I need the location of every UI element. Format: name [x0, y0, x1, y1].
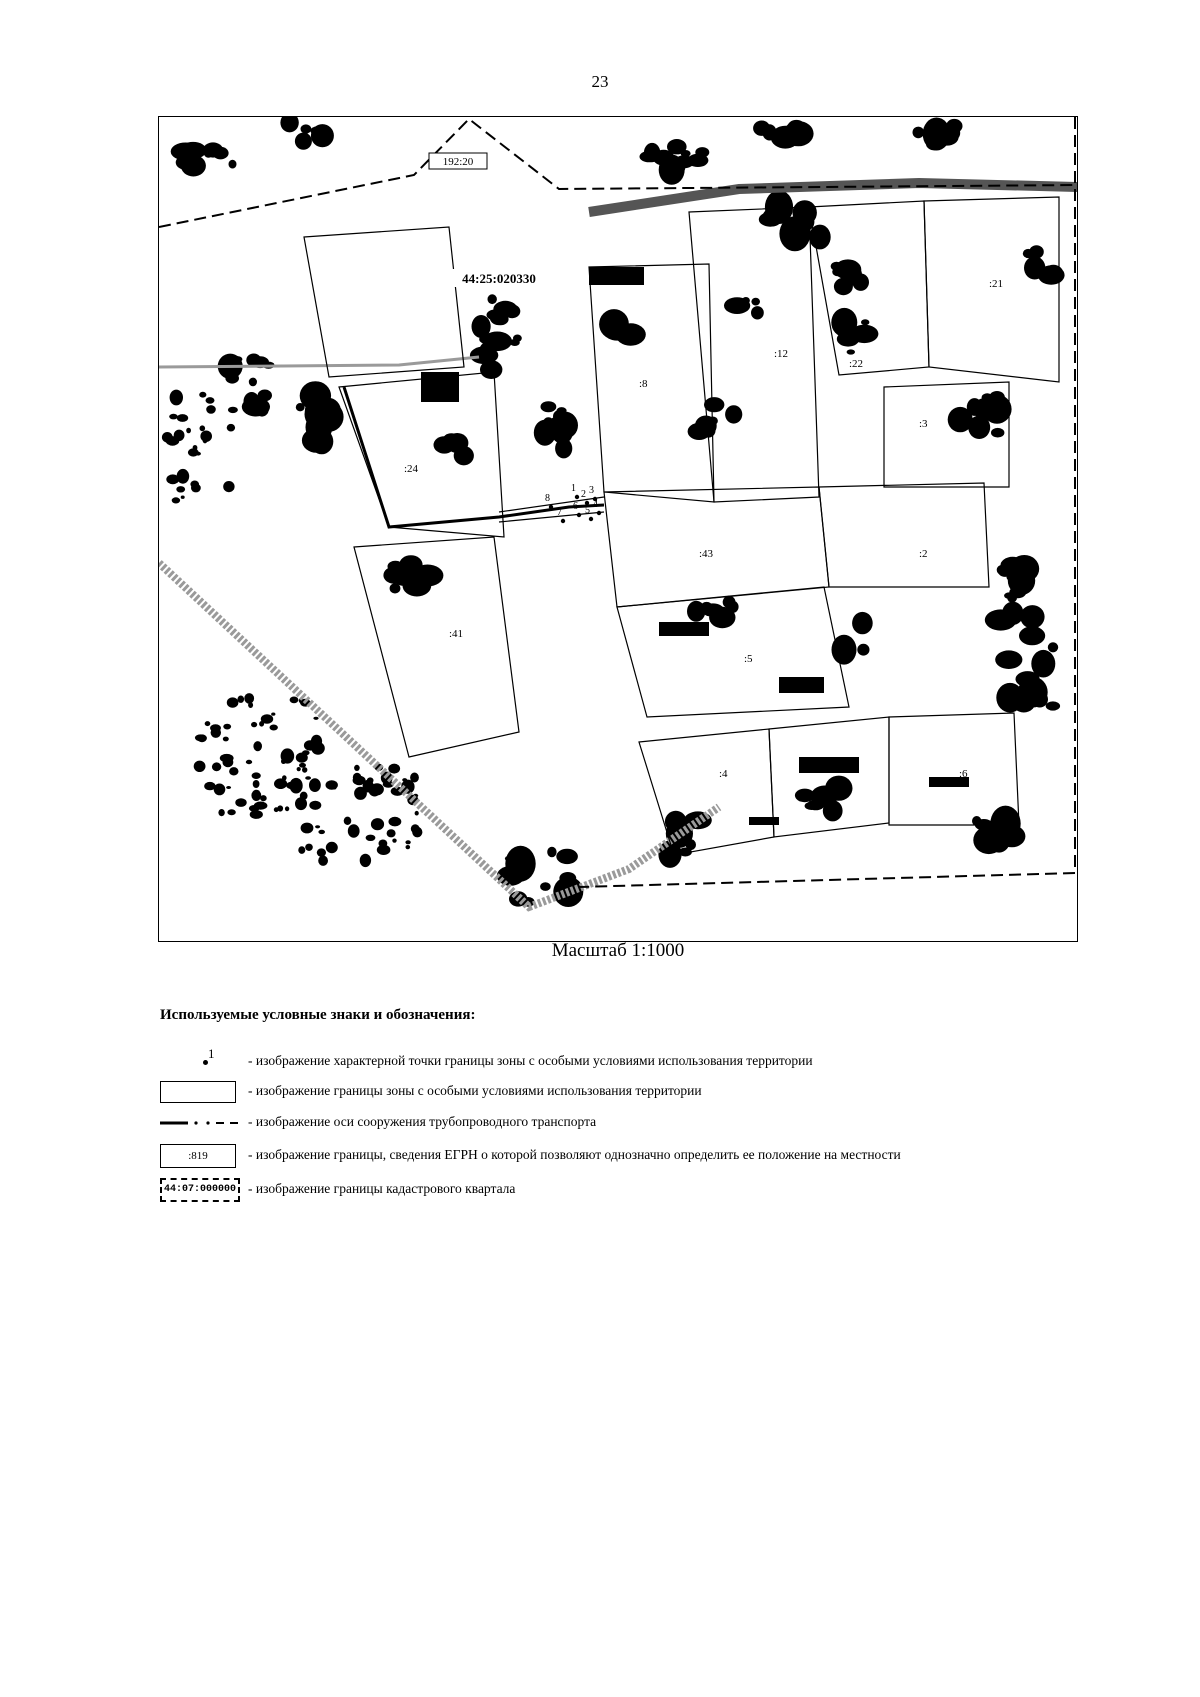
point-symbol-number: 1 — [208, 1046, 215, 1061]
vegetation-blob — [843, 264, 862, 285]
legend-text-point: - изображение характерной точки границы зоны с особыми условиями использования территории — [248, 1053, 813, 1068]
vegetation-blob — [844, 332, 854, 341]
vegetation-blob — [762, 124, 776, 140]
vegetation-blob — [723, 596, 736, 609]
vegetation-blob — [488, 294, 497, 304]
vegetation-blob — [313, 717, 318, 720]
vegetation-blob — [796, 241, 806, 249]
vegetation-blob — [223, 481, 234, 492]
vegetation-blob — [299, 763, 306, 768]
vegetation-blob — [299, 799, 304, 804]
vegetation-blob — [225, 373, 239, 384]
building — [779, 677, 824, 693]
legend-text-zone-boundary: - изображение границы зоны с особыми условиями использования территории — [248, 1083, 702, 1098]
vegetation-blob — [751, 306, 764, 319]
vegetation-blob — [252, 772, 261, 779]
legend-text-pipeline-axis: - изображение оси сооружения трубопроводного транспорта — [248, 1114, 597, 1129]
zone-point-label: 3 — [589, 485, 594, 496]
vegetation-blob — [367, 777, 374, 783]
vegetation-blob — [492, 313, 508, 325]
building — [589, 267, 644, 285]
vegetation-blob — [1020, 605, 1044, 628]
vegetation-blob — [166, 474, 179, 484]
vegetation-blob — [274, 778, 287, 789]
vegetation-blob — [301, 124, 312, 133]
vegetation-blob — [259, 721, 264, 727]
vegetation-blob — [497, 866, 525, 886]
legend-item-point — [160, 1046, 1120, 1076]
vegetation-layer — [162, 117, 1065, 907]
vegetation-blob — [412, 827, 422, 838]
vegetation-blob — [249, 805, 260, 812]
vegetation-blob — [389, 817, 402, 827]
vegetation-blob — [686, 839, 696, 850]
vegetation-blob — [285, 806, 289, 811]
vegetation-blob — [406, 845, 411, 849]
vegetation-blob — [244, 693, 254, 704]
point-symbol — [160, 1046, 238, 1074]
vegetation-blob — [861, 319, 869, 325]
legend-text-egrn-boundary: - изображение границы, сведения ЕГРН о которой позволяют однозначно определить ее положение на местности — [248, 1147, 901, 1162]
vegetation-blob — [470, 347, 498, 365]
vegetation-blob — [309, 801, 321, 810]
vegetation-blob — [388, 561, 404, 573]
vegetation-blob — [249, 378, 257, 387]
vegetation-blob — [301, 823, 314, 834]
vegetation-blob — [315, 825, 320, 828]
vegetation-blob — [260, 795, 267, 801]
vegetation-blob — [290, 778, 303, 794]
vegetation-blob — [446, 433, 468, 453]
vegetation-blob — [305, 776, 311, 780]
vegetation-blob — [280, 117, 298, 132]
vegetation-blob — [290, 697, 299, 704]
vegetation-blob — [674, 155, 694, 168]
zone-point — [597, 511, 601, 515]
vegetation-blob — [253, 780, 260, 788]
vegetation-blob — [392, 839, 396, 843]
vegetation-blob — [310, 787, 315, 791]
vegetation-blob — [379, 840, 388, 848]
vegetation-blob — [989, 391, 1005, 403]
vegetation-blob — [227, 697, 239, 707]
vegetation-blob — [751, 298, 760, 306]
quarter-boundary-symbol — [160, 1178, 238, 1202]
vegetation-blob — [552, 425, 573, 444]
vegetation-blob — [191, 484, 201, 493]
vegetation-blob — [547, 847, 556, 858]
vegetation-blob — [995, 650, 1022, 669]
vegetation-blob — [251, 722, 257, 727]
vegetation-blob — [227, 424, 235, 432]
vegetation-blob — [360, 854, 371, 867]
vegetation-blob — [274, 807, 279, 812]
zone-point-label: 5 — [585, 505, 590, 516]
vegetation-blob — [281, 748, 295, 763]
vegetation-blob — [371, 818, 384, 830]
vegetation-blob — [318, 135, 328, 141]
vegetation-blob — [206, 405, 216, 414]
vegetation-blob — [223, 724, 231, 730]
vegetation-blob — [270, 725, 278, 731]
vegetation-blob — [354, 765, 360, 771]
vegetation-blob — [220, 754, 234, 762]
vegetation-blob — [305, 844, 313, 851]
legend-item-pipeline-axis — [160, 1111, 1120, 1137]
legend-title: Используемые условные знаки и обозначения: — [160, 1007, 476, 1023]
vegetation-blob — [253, 741, 262, 751]
vegetation-blob — [181, 496, 185, 499]
vegetation-blob — [204, 782, 215, 790]
vegetation-blob — [1016, 671, 1040, 687]
vegetation-blob — [271, 713, 275, 716]
zone-point — [561, 519, 565, 523]
vegetation-blob — [556, 849, 578, 864]
vegetation-blob — [326, 780, 338, 790]
parcel-label: :8 — [639, 378, 648, 390]
vegetation-blob — [742, 297, 750, 304]
vegetation-blob — [203, 438, 208, 444]
vegetation-blob — [212, 762, 221, 771]
vegetation-blob — [318, 856, 328, 866]
vegetation-blob — [229, 160, 237, 169]
vegetation-blob — [1009, 555, 1039, 582]
vegetation-blob — [985, 609, 1017, 630]
vegetation-blob — [212, 147, 228, 160]
vegetation-blob — [762, 208, 782, 226]
vegetation-blob — [326, 842, 338, 853]
vegetation-blob — [388, 764, 400, 774]
vegetation-blob — [402, 778, 407, 782]
vegetation-blob — [302, 767, 307, 773]
vegetation-blob — [172, 497, 180, 503]
parcel-label: :2 — [919, 548, 928, 560]
vegetation-blob — [181, 155, 206, 177]
egrn-boundary-sample: :819 — [160, 1144, 236, 1168]
vegetation-blob — [725, 405, 742, 423]
zone-point-label: 7 — [557, 507, 562, 518]
zone-point-label: 4 — [593, 499, 598, 510]
neighbor-quarter-label: 192:20 — [442, 156, 474, 168]
vegetation-blob — [162, 432, 173, 443]
parcels-layer — [304, 197, 1059, 855]
vegetation-blob — [540, 882, 551, 891]
vegetation-blob — [205, 721, 211, 726]
vegetation-blob — [1048, 642, 1058, 652]
egrn-boundary-symbol — [160, 1144, 238, 1168]
parcel-label: :6 — [959, 768, 968, 780]
vegetation-blob — [1029, 245, 1044, 258]
vegetation-blob — [204, 148, 214, 158]
legend-item-zone-boundary — [160, 1080, 1120, 1106]
vegetation-blob — [1046, 701, 1060, 710]
vegetation-blob — [177, 414, 188, 422]
vegetation-blob — [1024, 625, 1042, 641]
parcel-label: :24 — [404, 463, 419, 475]
parcel-label: :3 — [919, 418, 928, 430]
vegetation-blob — [169, 414, 178, 420]
vegetation-blob — [1004, 592, 1014, 598]
vegetation-blob — [599, 309, 629, 339]
vegetation-blob — [232, 356, 242, 362]
vegetation-blob — [541, 401, 557, 412]
vegetation-blob — [380, 847, 385, 851]
zone-point — [549, 505, 553, 509]
vegetation-blob — [206, 397, 215, 404]
vegetation-blob — [353, 773, 362, 782]
vegetation-blob — [227, 809, 235, 815]
vegetation-blob — [210, 724, 221, 731]
vegetation-blob — [298, 846, 305, 854]
vegetation-blob — [251, 790, 261, 801]
zone-boundary-symbol — [160, 1080, 238, 1104]
building — [659, 622, 709, 636]
zone-point-label: 8 — [545, 493, 550, 504]
vegetation-blob — [997, 565, 1007, 575]
parcel-label: :12 — [774, 348, 789, 360]
vegetation-blob — [793, 200, 817, 225]
zone-point — [575, 495, 579, 499]
legend-text-quarter-boundary: - изображение границы кадастрового квартала — [248, 1181, 516, 1196]
vegetation-blob — [387, 829, 396, 837]
vegetation-blob — [194, 761, 206, 772]
vegetation-blob — [176, 486, 185, 492]
page-number: 23 — [591, 72, 609, 91]
vegetation-blob — [405, 840, 410, 844]
vegetation-blob — [235, 798, 246, 807]
vegetation-blob — [913, 127, 925, 139]
vegetation-blob — [640, 151, 659, 162]
vegetation-blob — [244, 392, 260, 411]
legend-item-egrn-boundary — [160, 1144, 1120, 1170]
vegetation-blob — [188, 448, 199, 456]
zone-point-label: 6 — [573, 501, 578, 512]
vegetation-blob — [305, 399, 334, 429]
parcel-label: :22 — [849, 358, 864, 370]
vegetation-blob — [238, 696, 245, 703]
cadastral-map[interactable] — [158, 116, 1078, 942]
vegetation-blob — [704, 397, 724, 412]
vegetation-blob — [170, 390, 183, 406]
quarter-boundary — [159, 117, 1078, 887]
vegetation-blob — [302, 750, 310, 755]
vegetation-blob — [948, 126, 960, 140]
vegetation-blob — [174, 430, 185, 441]
vegetation-blob — [310, 429, 333, 455]
quarter-number-label: 44:25:020330 — [462, 271, 536, 286]
vegetation-blob — [991, 428, 1004, 438]
parcel-label: :21 — [989, 278, 1004, 290]
vegetation-blob — [832, 785, 841, 794]
vegetation-blob — [348, 824, 360, 838]
vegetation-blob — [195, 734, 206, 741]
parcel-label: :4 — [719, 768, 728, 780]
vegetation-blob — [223, 737, 229, 742]
vegetation-blob — [857, 644, 869, 656]
pipeline-axis-symbol — [160, 1111, 238, 1135]
parcel-label: :5 — [744, 653, 753, 665]
vegetation-blob — [996, 683, 1023, 713]
vegetation-blob — [199, 392, 206, 398]
vegetation-blob — [317, 848, 326, 856]
vegetation-blob — [297, 767, 301, 771]
vegetation-blob — [967, 398, 982, 416]
map-scale: Масштаб 1:1000 — [551, 940, 685, 961]
parcel-label: :43 — [699, 548, 714, 560]
vegetation-blob — [847, 349, 855, 354]
vegetation-blob — [229, 767, 238, 775]
vegetation-blob — [226, 786, 231, 789]
vegetation-blob — [344, 817, 352, 825]
vegetation-blob — [1044, 265, 1063, 281]
vegetation-blob — [246, 760, 252, 764]
vegetation-blob — [228, 407, 238, 413]
vegetation-blob — [415, 811, 419, 816]
zone-point — [577, 513, 581, 517]
vegetation-blob — [218, 809, 224, 816]
zone-point-label: 2 — [581, 489, 586, 500]
zone-point-label: 1 — [571, 483, 576, 494]
vegetation-blob — [200, 425, 206, 431]
vegetation-blob — [930, 126, 947, 142]
vegetation-blob — [702, 603, 724, 616]
parcel-label: :41 — [449, 628, 464, 640]
building — [749, 817, 779, 825]
vegetation-blob — [295, 133, 312, 150]
vegetation-blob — [366, 835, 376, 841]
legend-item-quarter-boundary — [160, 1178, 1120, 1204]
vegetation-blob — [859, 620, 870, 631]
vegetation-blob — [186, 428, 191, 434]
vegetation-blob — [258, 390, 272, 402]
quarter-boundary-sample: 44:07:000000 — [160, 1178, 240, 1202]
building — [799, 757, 859, 773]
vegetation-blob — [836, 638, 847, 649]
vegetation-blob — [1002, 828, 1013, 839]
zone-point — [589, 517, 593, 521]
vegetation-blob — [311, 742, 325, 755]
vegetation-blob — [318, 830, 325, 834]
road-layer — [159, 183, 1078, 907]
